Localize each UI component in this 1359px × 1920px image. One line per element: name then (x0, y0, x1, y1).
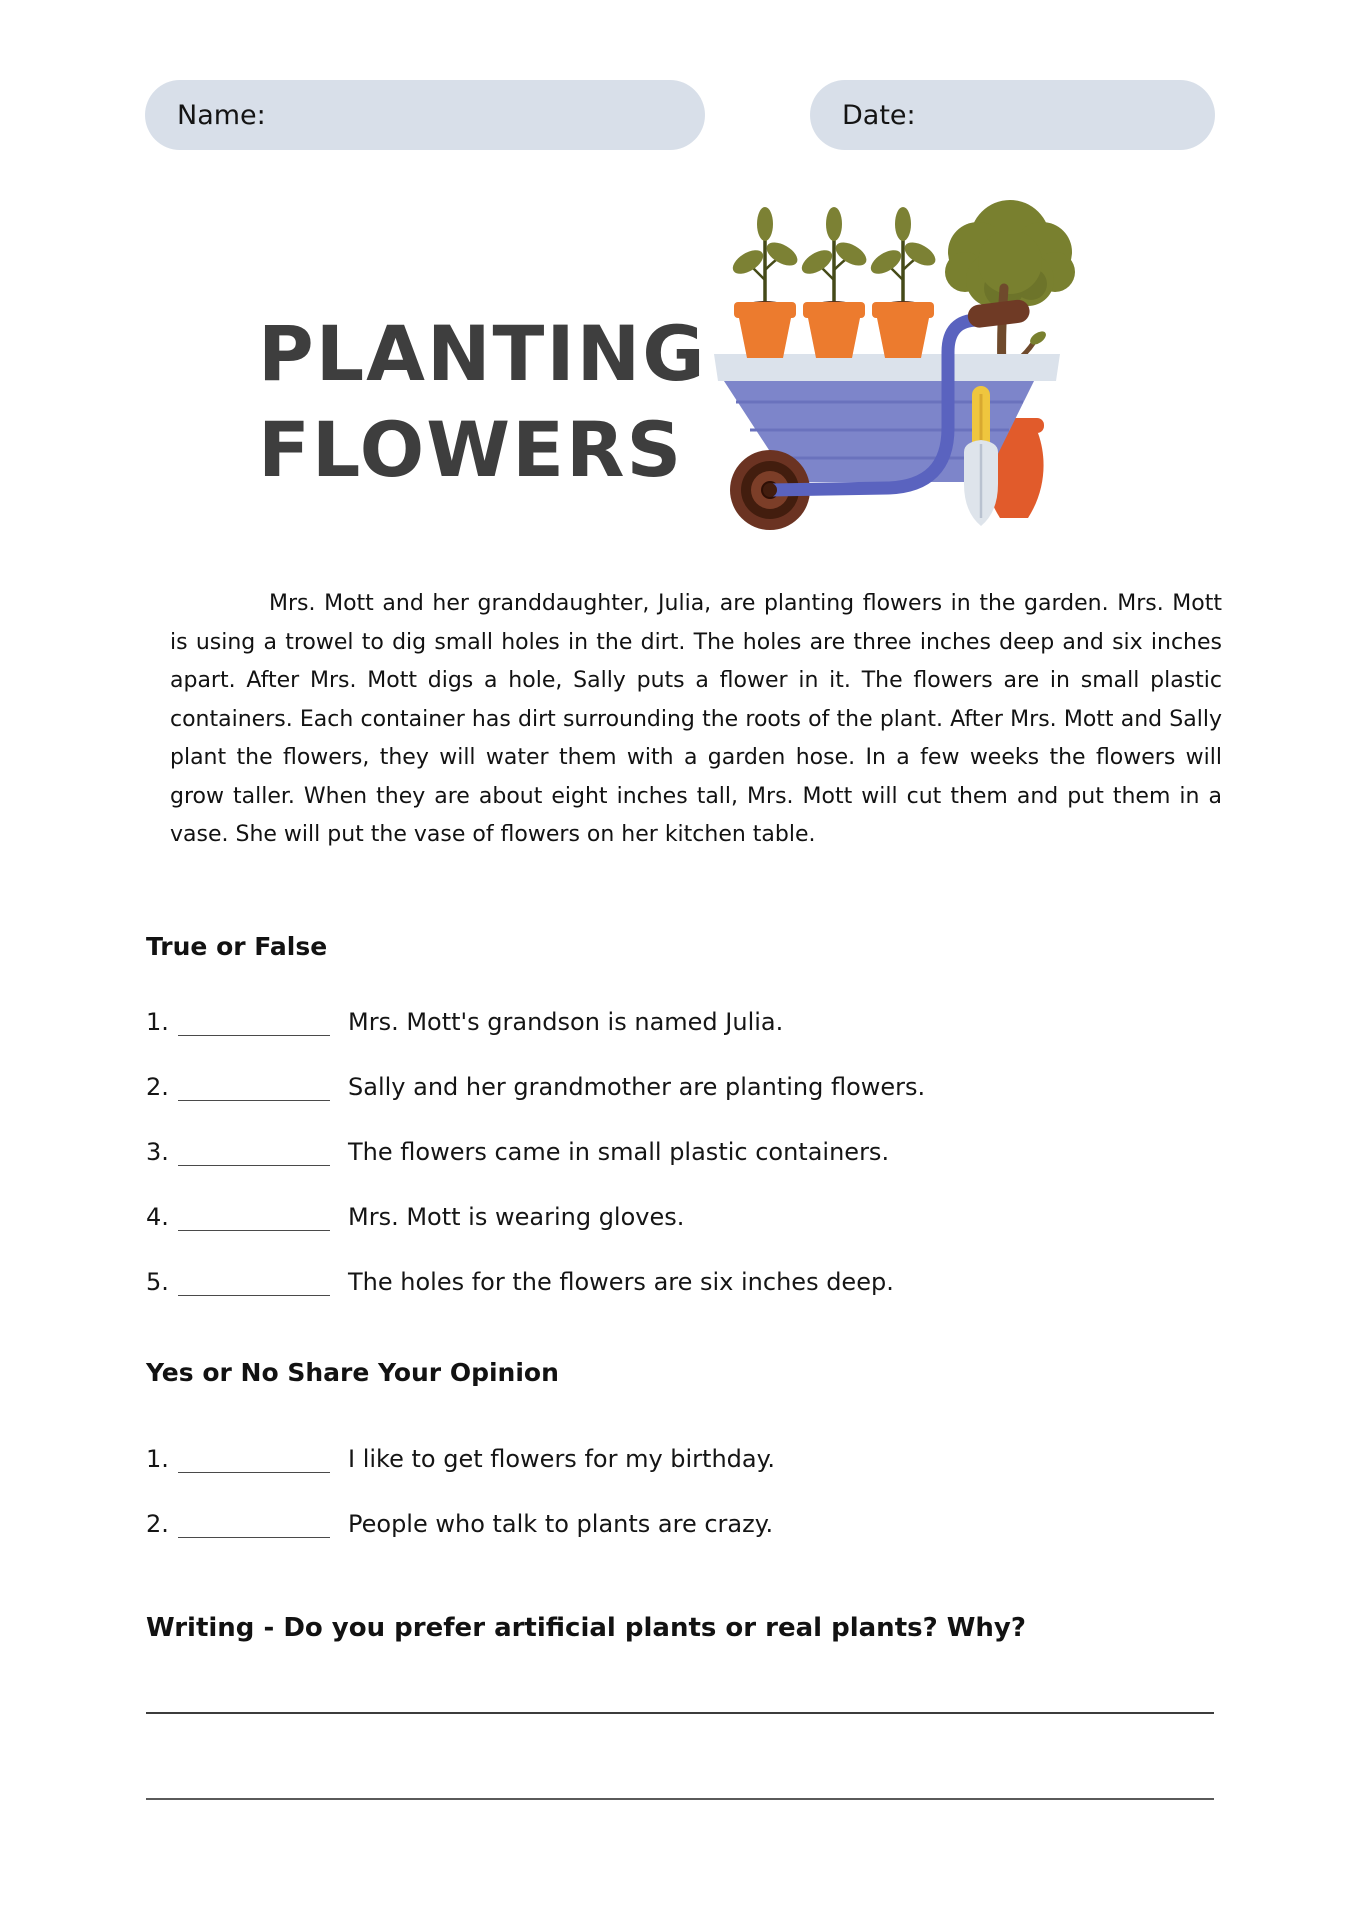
tf-item-4 (146, 1203, 1226, 1237)
tf-answer-blank-5[interactable] (178, 1268, 330, 1296)
tf-item-3-text: The flowers came in small plastic containers. (348, 1138, 890, 1166)
reading-passage: Mrs. Mott and her granddaughter, Julia, are planting flowers in the garden. Mrs. Mott is using a trowel to dig small holes in the dirt. The holes are three inches deep and six inches apart. After Mrs. Mott digs a hole, Sally puts a flower in it. The flowers are in small plastic containers. Each container has dirt surrounding the roots of the plant. After Mrs. Mott and Sally plant the flowers, they will water them with a garden hose. In a few weeks the flowers will grow taller. When they are about eight inches tall, Mrs. Mott will cut them and put them in a vase. She will put the vase of flowers on her kitchen table. (170, 591, 1222, 847)
potted-seedling-icon (867, 207, 939, 358)
writing-heading: Writing - Do you prefer artificial plants or real plants? Why? (146, 1613, 1026, 1643)
tf-item-3-number: 3. (146, 1138, 169, 1166)
potted-seedling-icon (798, 207, 870, 358)
potted-seedling-icons (729, 207, 939, 358)
tf-item-4-number: 4. (146, 1203, 169, 1231)
page-title-line1: PLANTING (258, 309, 707, 398)
tf-item-1-text: Mrs. Mott's grandson is named Julia. (348, 1008, 784, 1036)
tf-answer-blank-1[interactable] (178, 1008, 330, 1036)
tf-item-5 (146, 1268, 1226, 1302)
page-title-line2: FLOWERS (258, 405, 684, 494)
opinion-item-1-text: I like to get flowers for my birthday. (348, 1445, 776, 1473)
tf-item-1-number: 1. (146, 1008, 169, 1036)
tf-answer-blank-2[interactable] (178, 1073, 330, 1101)
name-label: Name: (177, 99, 266, 131)
tf-item-4-text: Mrs. Mott is wearing gloves. (348, 1203, 685, 1231)
date-field[interactable] (810, 80, 1215, 150)
tf-answer-blank-3[interactable] (178, 1138, 330, 1166)
page-title (258, 306, 707, 498)
tf-item-3 (146, 1138, 1226, 1172)
opinion-answer-blank-1[interactable] (178, 1445, 330, 1473)
tf-item-1 (146, 1008, 1226, 1042)
tf-item-2 (146, 1073, 1226, 1107)
opinion-answer-blank-2[interactable] (178, 1510, 330, 1538)
tf-item-2-number: 2. (146, 1073, 169, 1101)
gardening-illustration (710, 190, 1110, 538)
date-label: Date: (842, 99, 916, 131)
tf-answer-blank-4[interactable] (178, 1203, 330, 1231)
opinion-item-1-number: 1. (146, 1445, 169, 1473)
opinion-item-2-number: 2. (146, 1510, 169, 1538)
true-false-heading: True or False (146, 932, 328, 961)
opinion-item-2-text: People who talk to plants are crazy. (348, 1510, 774, 1538)
opinion-heading: Yes or No Share Your Opinion (146, 1358, 559, 1387)
opinion-item-2 (146, 1510, 1226, 1544)
tf-item-5-text: The holes for the flowers are six inches deep. (348, 1268, 894, 1296)
name-field[interactable] (145, 80, 705, 150)
opinion-item-1 (146, 1445, 1226, 1479)
tf-item-5-number: 5. (146, 1268, 169, 1296)
writing-answer-line-2[interactable] (146, 1798, 1214, 1800)
tf-item-2-text: Sally and her grandmother are planting flowers. (348, 1073, 926, 1101)
potted-seedling-icon (729, 207, 801, 358)
writing-answer-line-1[interactable] (146, 1712, 1214, 1714)
